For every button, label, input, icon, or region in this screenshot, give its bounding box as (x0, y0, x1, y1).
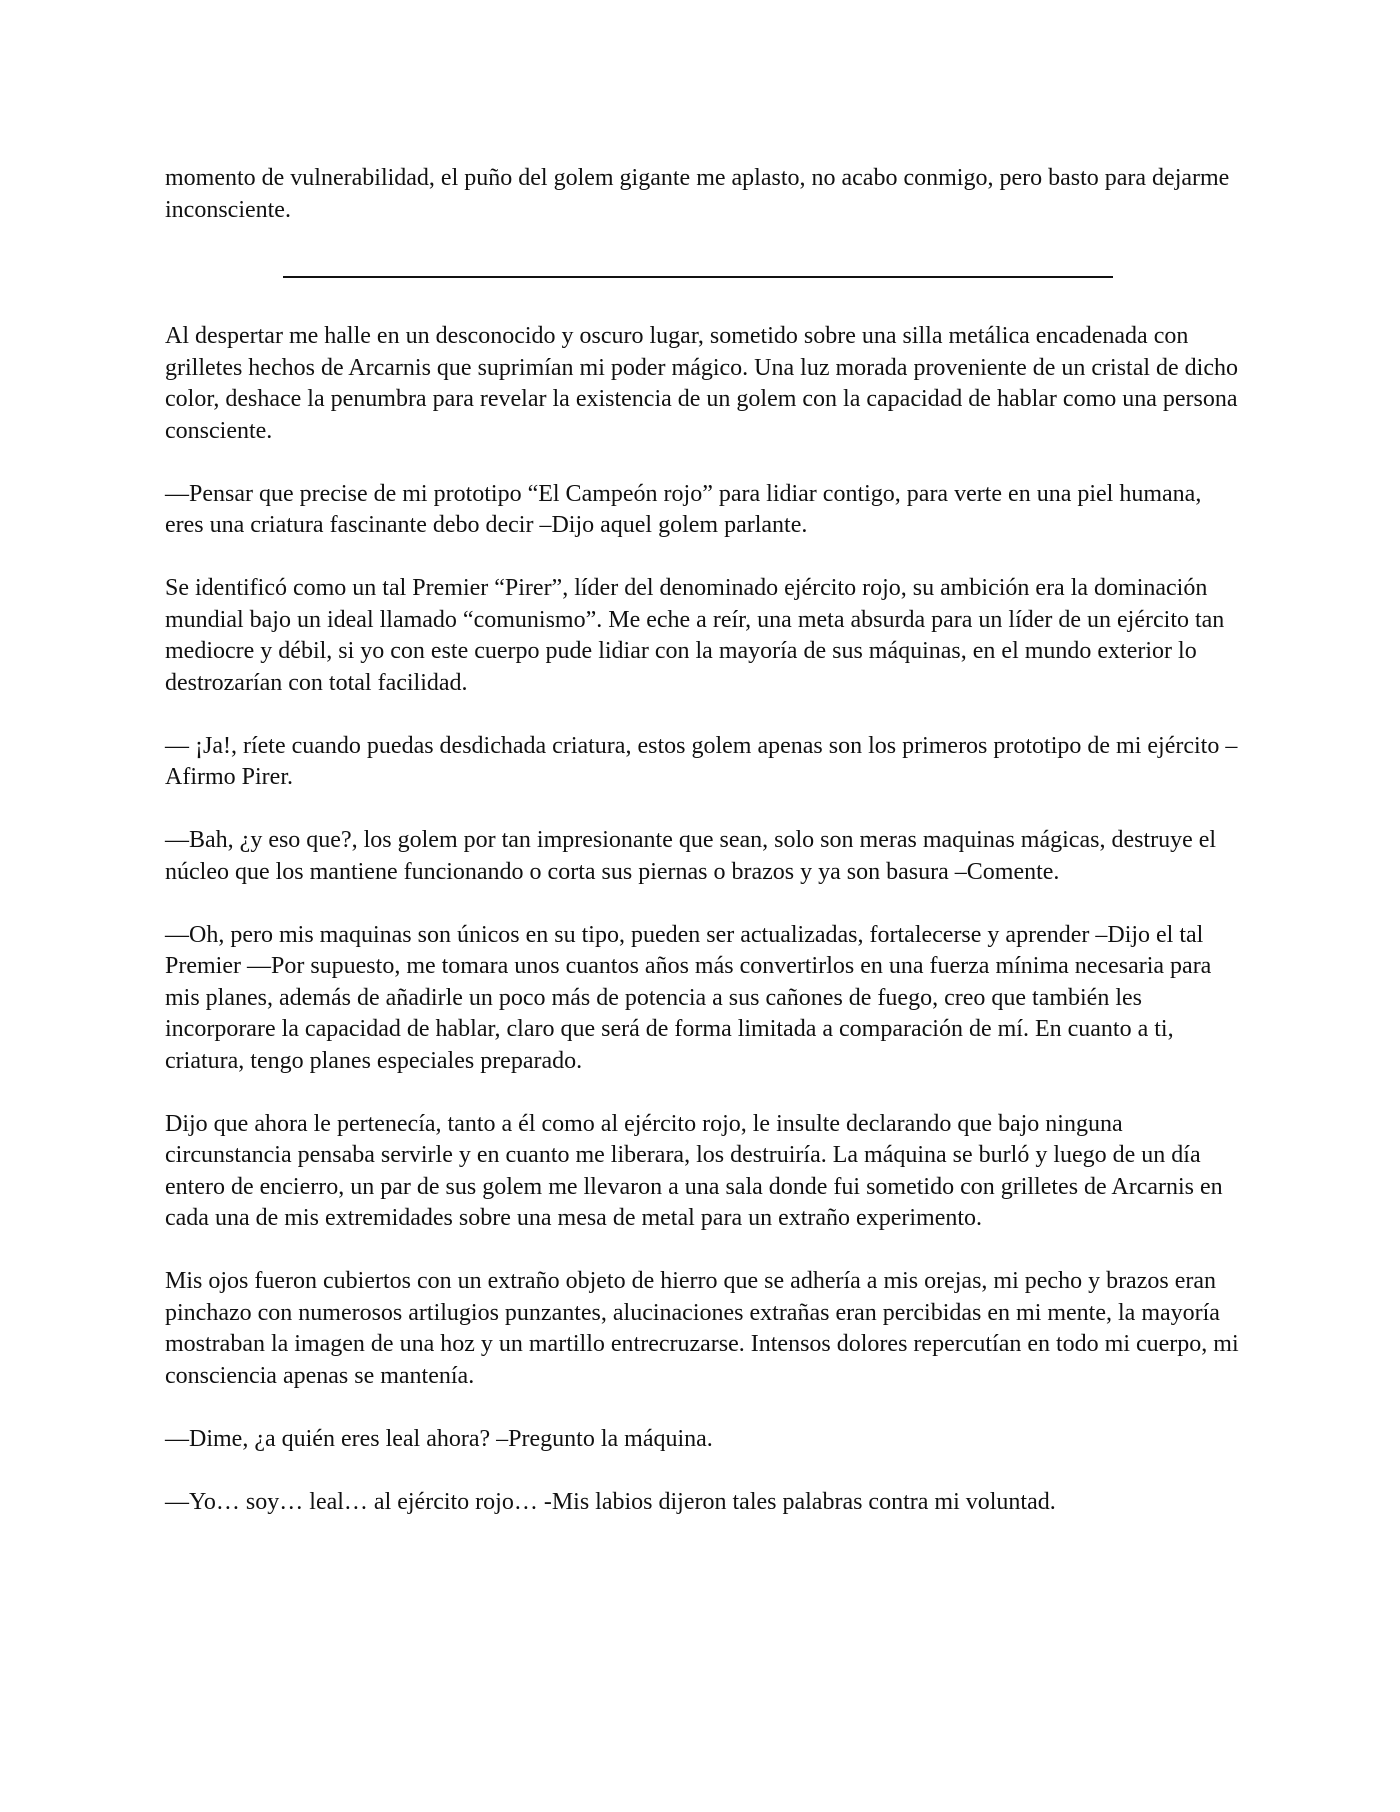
horizontal-rule (283, 276, 1113, 278)
section-divider (165, 226, 1245, 321)
paragraph-3: Se identificó como un tal Premier “Pirer”, líder del denominado ejército rojo, su ambición era la dominación mundial bajo un ideal llamado “comunismo”. Me eche a reír, una meta absurda para un líder de un ejército tan mediocre y débil, si yo con este cuerpo pude lidiar con la mayoría de sus máquinas, en el mundo exterior lo destrozarían con total facilidad. (165, 575, 1225, 696)
paragraph-6: —Oh, pero mis maquinas son únicos en su tipo, pueden ser actualizadas, fortalecerse y aprender –Dijo el tal Premier —Por supuesto, me tomara unos cuantos años más convertirlos en una fuerza mínima necesaria para mis planes, además de añadirle un poco más de potencia a sus cañones de fuego, creo que también les incorporare la capacidad de hablar, claro que será de forma limitada a comparación de mí. En cuanto a ti, criatura, tengo planes especiales preparado. (165, 921, 1212, 1074)
paragraph-1: Al despertar me halle en un desconocido y oscuro lugar, sometido sobre una silla metálica encadenada con grilletes hechos de Arcarnis que suprimían mi poder mágico. Una luz morada proveniente de un cristal de dicho color, deshace la penumbra para revelar la existencia de un golem con la capacidad de hablar como una persona consciente. (165, 323, 1238, 444)
paragraph-2: —Pensar que precise de mi prototipo “El Campeón rojo” para lidiar contigo, para verte en una piel humana, eres una criatura fascinante debo decir –Dijo aquel golem parlante. (165, 480, 1202, 538)
paragraph-10: —Yo… soy… leal… al ejército rojo… -Mis labios dijeron tales palabras contra mi voluntad. (165, 1488, 1056, 1515)
paragraph-8: Mis ojos fueron cubiertos con un extraño objeto de hierro que se adhería a mis orejas, mi pecho y brazos eran pinchazo con numerosos artilugios punzantes, alucinaciones extrañas eran percibidas en mi mente, la mayoría mostraban la imagen de una hoz y un martillo entrecruzarse. Intensos dolores repercutían en todo mi cuerpo, mi consciencia apenas se mantenía. (165, 1268, 1239, 1389)
paragraph-7: Dijo que ahora le pertenecía, tanto a él como al ejército rojo, le insulte declarando que bajo ninguna circunstancia pensaba servirle y en cuanto me liberara, los destruiría. La máquina se burló y luego de un día entero de encierro, un par de sus golem me llevaron a una sala donde fui sometido con grilletes de Arcarnis en cada una de mis extremidades sobre una mesa de metal para un extraño experimento. (165, 1110, 1223, 1231)
paragraph-9: —Dime, ¿a quién eres leal ahora? –Pregunto la máquina. (165, 1425, 713, 1452)
paragraph-4: — ¡Ja!, ríete cuando puedas desdichada criatura, estos golem apenas son los primeros prototipo de mi ejército –Afirmo Pirer. (165, 732, 1238, 790)
paragraph-0: momento de vulnerabilidad, el puño del golem gigante me aplasto, no acabo conmigo, pero basto para dejarme inconsciente. (165, 165, 1230, 223)
paragraph-5: —Bah, ¿y eso que?, los golem por tan impresionante que sean, solo son meras maquinas mágicas, destruye el núcleo que los mantiene funcionando o corta sus piernas o brazos y ya son basura –Comente. (165, 827, 1217, 885)
document-body (165, 163, 1245, 1550)
